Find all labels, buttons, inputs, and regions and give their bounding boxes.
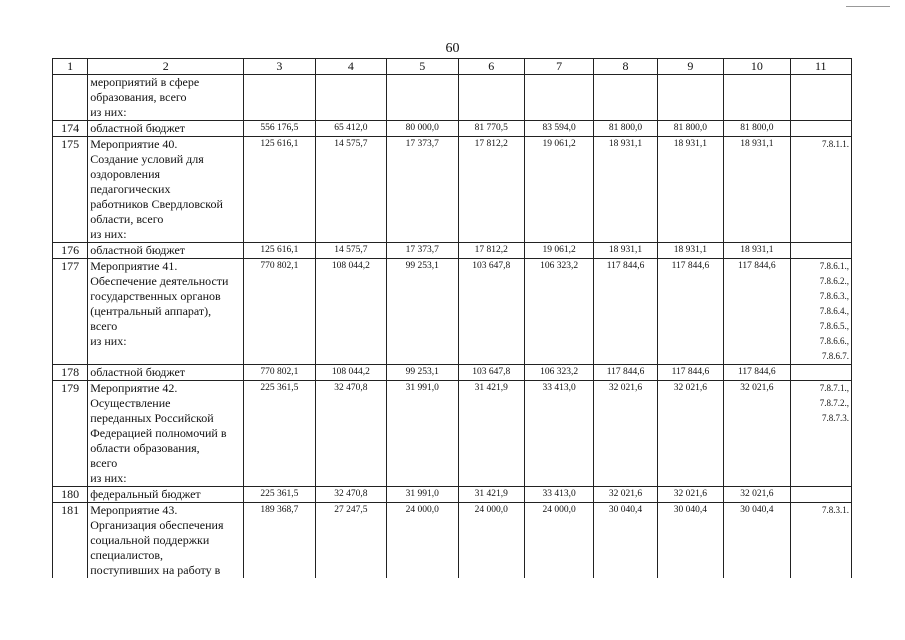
code-line: 7.8.7.2., xyxy=(819,398,849,408)
code-line: 7.8.6.5., xyxy=(819,321,849,331)
value-cell: 19 061,2 xyxy=(524,243,593,259)
row-number: 175 xyxy=(53,137,88,243)
row-description xyxy=(88,259,244,365)
value-cell: 125 616,1 xyxy=(244,243,315,259)
value-cell: 18 931,1 xyxy=(657,243,723,259)
description-line: (центральный аппарат), xyxy=(90,304,212,318)
value-cell: 103 647,8 xyxy=(458,365,524,381)
value-cell xyxy=(387,75,458,121)
top-rule xyxy=(846,6,890,7)
value-cell xyxy=(458,75,524,121)
value-cell: 108 044,2 xyxy=(315,259,386,365)
description-line: Федерацией полномочий в xyxy=(90,426,227,440)
value-cell: 17 373,7 xyxy=(387,243,458,259)
value-cell: 83 594,0 xyxy=(524,121,593,137)
value-cell xyxy=(724,75,790,121)
description-line: государственных органов xyxy=(90,289,221,303)
description-line: поступивших на работу в xyxy=(90,563,221,577)
description-line: областной бюджет xyxy=(90,121,186,135)
value-cell: 189 368,7 xyxy=(244,503,315,579)
page-number: 60 xyxy=(445,41,460,56)
code-line: 7.8.6.4., xyxy=(819,306,849,316)
description-line: из них: xyxy=(90,105,127,119)
target-codes xyxy=(790,75,851,121)
description-line: областной бюджет xyxy=(90,365,186,379)
value-cell: 108 044,2 xyxy=(315,365,386,381)
value-cell: 32 021,6 xyxy=(724,381,790,487)
value-cell: 32 021,6 xyxy=(657,381,723,487)
description-line: Обеспечение деятельности xyxy=(90,274,229,288)
description-line: области, всего xyxy=(90,212,164,226)
value-cell xyxy=(657,75,723,121)
code-line: 7.8.6.1., xyxy=(819,261,849,271)
code-line: 7.8.7.1., xyxy=(819,383,849,393)
value-cell: 81 800,0 xyxy=(724,121,790,137)
value-cell: 32 021,6 xyxy=(594,381,657,487)
value-cell: 556 176,5 xyxy=(244,121,315,137)
row-number: 176 xyxy=(53,243,88,259)
value-cell: 24 000,0 xyxy=(524,503,593,579)
value-cell: 17 812,2 xyxy=(458,137,524,243)
value-cell: 18 931,1 xyxy=(594,243,657,259)
value-cell: 31 421,9 xyxy=(458,381,524,487)
value-cell: 81 770,5 xyxy=(458,121,524,137)
description-line: Мероприятие 41. xyxy=(90,259,178,273)
target-codes xyxy=(790,259,851,365)
description-line: мероприятий в сфере xyxy=(90,75,200,89)
value-cell: 27 247,5 xyxy=(315,503,386,579)
value-cell: 14 575,7 xyxy=(315,243,386,259)
value-cell xyxy=(244,75,315,121)
value-cell: 117 844,6 xyxy=(594,259,657,365)
description-line: из них: xyxy=(90,334,127,348)
column-header: 1 xyxy=(53,59,88,75)
value-cell: 117 844,6 xyxy=(657,365,723,381)
value-cell: 225 361,5 xyxy=(244,381,315,487)
target-codes xyxy=(790,381,851,487)
description-line: областной бюджет xyxy=(90,243,186,257)
row-number: 181 xyxy=(53,503,88,579)
value-cell: 18 931,1 xyxy=(594,137,657,243)
code-line: 7.8.3.1. xyxy=(822,505,849,515)
value-cell: 81 800,0 xyxy=(594,121,657,137)
code-line: 7.8.7.3. xyxy=(822,413,849,423)
table-row xyxy=(53,503,852,579)
description-line: Создание условий для xyxy=(90,152,204,166)
code-line: 7.8.6.3., xyxy=(819,291,849,301)
value-cell xyxy=(315,75,386,121)
table-row xyxy=(53,75,852,121)
value-cell: 30 040,4 xyxy=(594,503,657,579)
column-header: 8 xyxy=(594,59,657,75)
column-header: 4 xyxy=(315,59,386,75)
description-line: Организация обеспечения xyxy=(90,518,224,532)
description-line: работников Свердловской xyxy=(90,197,223,211)
value-cell: 14 575,7 xyxy=(315,137,386,243)
row-description xyxy=(88,121,244,137)
value-cell xyxy=(524,75,593,121)
table-row xyxy=(53,365,852,381)
description-line: из них: xyxy=(90,471,127,485)
row-description xyxy=(88,75,244,121)
column-header: 5 xyxy=(387,59,458,75)
description-line: Мероприятие 43. xyxy=(90,503,178,517)
value-cell: 33 413,0 xyxy=(524,487,593,503)
table-row xyxy=(53,121,852,137)
description-line: Осуществление xyxy=(90,396,171,410)
column-header: 11 xyxy=(790,59,851,75)
description-line: социальной поддержки xyxy=(90,533,210,547)
target-codes xyxy=(790,243,851,259)
value-cell: 32 021,6 xyxy=(594,487,657,503)
description-line: переданных Российской xyxy=(90,411,214,425)
value-cell: 106 323,2 xyxy=(524,259,593,365)
value-cell: 18 931,1 xyxy=(724,137,790,243)
column-header: 10 xyxy=(724,59,790,75)
value-cell: 103 647,8 xyxy=(458,259,524,365)
value-cell: 32 470,8 xyxy=(315,487,386,503)
table-header-row xyxy=(53,59,852,75)
value-cell: 17 373,7 xyxy=(387,137,458,243)
value-cell: 225 361,5 xyxy=(244,487,315,503)
description-line: всего xyxy=(90,319,118,333)
description-line: из них: xyxy=(90,227,127,241)
value-cell: 99 253,1 xyxy=(387,365,458,381)
value-cell: 24 000,0 xyxy=(458,503,524,579)
description-line: федеральный бюджет xyxy=(90,487,201,501)
value-cell: 18 931,1 xyxy=(657,137,723,243)
budget-table xyxy=(52,58,852,578)
code-line: 7.8.6.7. xyxy=(822,351,849,361)
value-cell: 32 021,6 xyxy=(657,487,723,503)
column-header: 3 xyxy=(244,59,315,75)
value-cell: 31 991,0 xyxy=(387,487,458,503)
value-cell: 117 844,6 xyxy=(657,259,723,365)
table-row xyxy=(53,243,852,259)
table-row xyxy=(53,381,852,487)
code-line: 7.8.6.2., xyxy=(819,276,849,286)
row-description xyxy=(88,381,244,487)
value-cell: 30 040,4 xyxy=(724,503,790,579)
value-cell: 18 931,1 xyxy=(724,243,790,259)
value-cell: 32 021,6 xyxy=(724,487,790,503)
row-number: 178 xyxy=(53,365,88,381)
target-codes xyxy=(790,121,851,137)
description-line: всего xyxy=(90,456,118,470)
row-number: 179 xyxy=(53,381,88,487)
table-row xyxy=(53,137,852,243)
value-cell: 770 802,1 xyxy=(244,365,315,381)
value-cell: 125 616,1 xyxy=(244,137,315,243)
description-line: педагогических xyxy=(90,182,171,196)
value-cell: 117 844,6 xyxy=(594,365,657,381)
row-number: 177 xyxy=(53,259,88,365)
value-cell: 31 991,0 xyxy=(387,381,458,487)
column-header: 6 xyxy=(458,59,524,75)
value-cell: 117 844,6 xyxy=(724,365,790,381)
row-description xyxy=(88,503,244,579)
target-codes xyxy=(790,365,851,381)
value-cell: 17 812,2 xyxy=(458,243,524,259)
row-number: 174 xyxy=(53,121,88,137)
row-description xyxy=(88,487,244,503)
description-line: оздоровления xyxy=(90,167,161,181)
target-codes xyxy=(790,137,851,243)
column-header: 2 xyxy=(88,59,244,75)
column-header: 9 xyxy=(657,59,723,75)
row-description xyxy=(88,137,244,243)
row-description xyxy=(88,365,244,381)
value-cell: 33 413,0 xyxy=(524,381,593,487)
row-description xyxy=(88,243,244,259)
row-number xyxy=(53,75,88,121)
row-number: 180 xyxy=(53,487,88,503)
value-cell: 99 253,1 xyxy=(387,259,458,365)
value-cell xyxy=(594,75,657,121)
description-line: области образования, xyxy=(90,441,200,455)
value-cell: 81 800,0 xyxy=(657,121,723,137)
value-cell: 19 061,2 xyxy=(524,137,593,243)
value-cell: 770 802,1 xyxy=(244,259,315,365)
value-cell: 65 412,0 xyxy=(315,121,386,137)
target-codes xyxy=(790,487,851,503)
value-cell: 106 323,2 xyxy=(524,365,593,381)
description-line: Мероприятие 42. xyxy=(90,381,178,395)
column-header: 7 xyxy=(524,59,593,75)
value-cell: 32 470,8 xyxy=(315,381,386,487)
value-cell: 30 040,4 xyxy=(657,503,723,579)
value-cell: 31 421,9 xyxy=(458,487,524,503)
value-cell: 80 000,0 xyxy=(387,121,458,137)
table-row xyxy=(53,487,852,503)
code-line: 7.8.6.6., xyxy=(819,336,849,346)
value-cell: 117 844,6 xyxy=(724,259,790,365)
description-line: Мероприятие 40. xyxy=(90,137,178,151)
description-line: образования, всего xyxy=(90,90,187,104)
table-row xyxy=(53,259,852,365)
description-line: специалистов, xyxy=(90,548,164,562)
value-cell: 24 000,0 xyxy=(387,503,458,579)
target-codes xyxy=(790,503,851,579)
code-line: 7.8.1.1. xyxy=(822,139,849,149)
